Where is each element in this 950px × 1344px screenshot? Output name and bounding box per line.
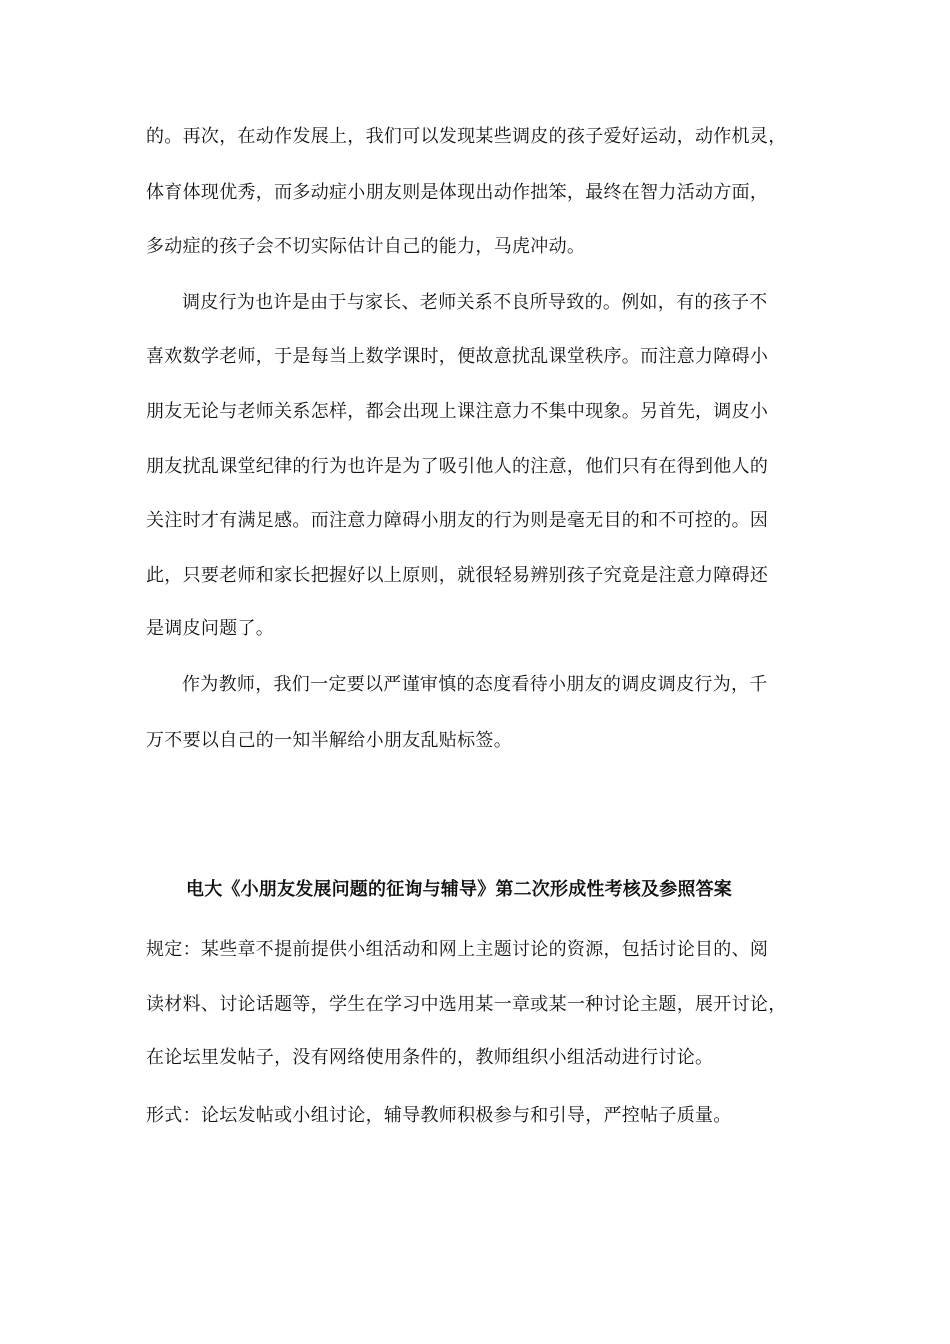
text-line: 调皮行为也许是由于与家长、老师关系不良所导致的。例如，有的孩子不 — [182, 292, 768, 313]
text-line: 的。再次，在动作发展上，我们可以发现某些调皮的孩子爱好运动，动作机灵， — [146, 126, 787, 147]
text-line: 规定：某些章不提前提供小组活动和网上主题讨论的资源，包括讨论目的、阅 — [146, 939, 769, 960]
text-line: 多动症的孩子会不切实际估计自己的能力，马虎冲动。 — [146, 236, 586, 257]
text-line: 朋友无论与老师关系怎样，都会出现上课注意力不集中现象。另首先，调皮小 — [146, 401, 769, 422]
text-line: 是调皮问题了。 — [146, 618, 275, 639]
text-line: 在论坛里发帖子，没有网络使用条件的，教师组织小组活动进行讨论。 — [146, 1047, 714, 1068]
text-line: 此，只要老师和家长把握好以上原则，就很轻易辨别孩子究竟是注意力障碍还 — [146, 565, 769, 586]
section-title: 电大《小朋友发展问题的征询与辅导》第二次形成性考核及参照答案 — [186, 879, 732, 900]
text-line: 体育体现优秀，而多动症小朋友则是体现出动作拙笨，最终在智力活动方面， — [146, 182, 769, 203]
text-line: 作为教师，我们一定要以严谨审慎的态度看待小朋友的调皮调皮行为，千 — [182, 674, 768, 695]
text-line: 喜欢数学老师，于是每当上数学课时，便故意扰乱课堂秩序。而注意力障碍小 — [146, 346, 769, 367]
text-line: 万不要以自己的一知半解给小朋友乱贴标签。 — [146, 730, 512, 751]
text-line: 读材料、讨论话题等，学生在学习中选用某一章或某一种讨论主题，展开讨论， — [146, 994, 787, 1015]
text-line: 关注时才有满足感。而注意力障碍小朋友的行为则是毫无目的和不可控的。因 — [146, 510, 769, 531]
text-line: 朋友扰乱课堂纪律的行为也许是为了吸引他人的注意，他们只有在得到他人的 — [146, 456, 769, 477]
text-line: 形式：论坛发帖或小组讨论，辅导教师积极参与和引导，严控帖子质量。 — [146, 1105, 732, 1126]
